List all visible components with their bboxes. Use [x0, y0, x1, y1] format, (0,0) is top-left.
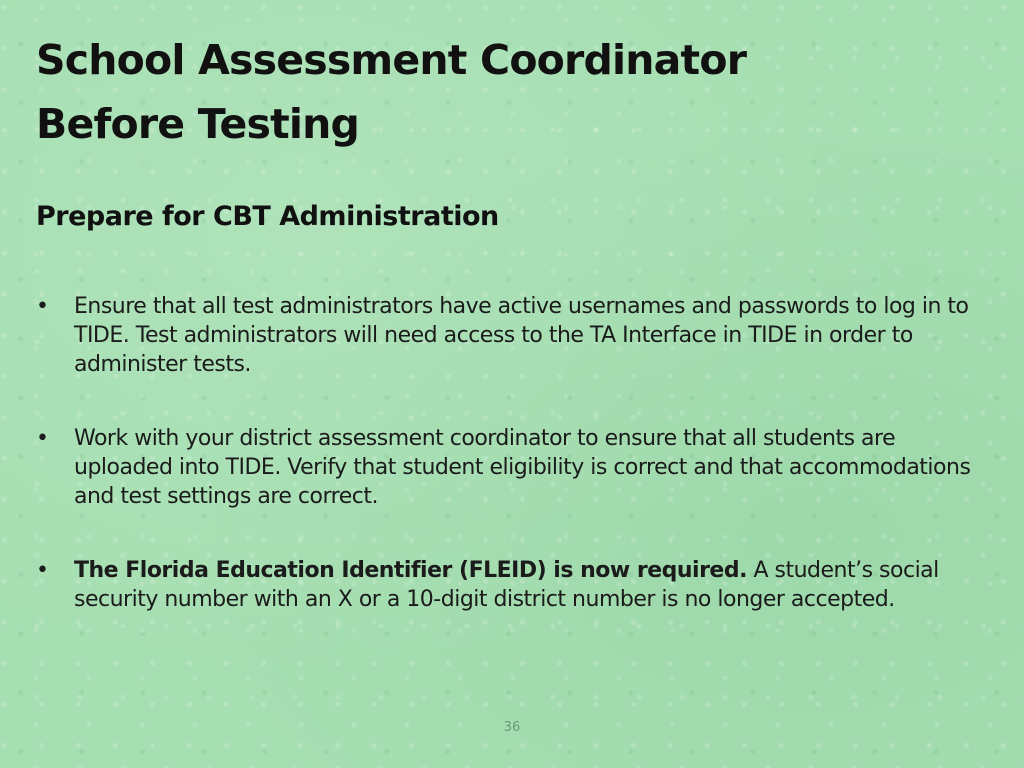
- bullet-text: Ensure that all test administrators have active usernames and passwords to log in to TIDE. Test administrators will need access to the TA Interface in TIDE in order to administer tests.: [74, 294, 969, 377]
- bullet-bold-lead: The Florida Education Identifier (FLEID) is now required.: [74, 558, 747, 583]
- bullet-marker: •: [36, 558, 49, 583]
- bullet-item-students: [36, 424, 996, 511]
- title-line-2: Before Testing: [36, 100, 360, 148]
- bullet-item-accounts: [36, 292, 996, 379]
- bullet-text: A student’s social security number with an X or a 10-digit district number is no longer accepted.: [74, 558, 939, 612]
- bullet-item-fleid: [36, 556, 996, 614]
- slide-title: [36, 28, 996, 156]
- page-number: 36: [503, 720, 521, 735]
- bullet-marker: •: [36, 294, 49, 319]
- slide-subtitle: Prepare for CBT Administration: [36, 201, 499, 232]
- bullet-list: [36, 292, 996, 659]
- title-line-1: School Assessment Coordinator: [36, 36, 747, 84]
- bullet-text: Work with your district assessment coordinator to ensure that all students are uploaded into TIDE. Verify that student eligibility is correct and that accommodations and test settings are correct.: [74, 426, 971, 509]
- bullet-marker: •: [36, 426, 49, 451]
